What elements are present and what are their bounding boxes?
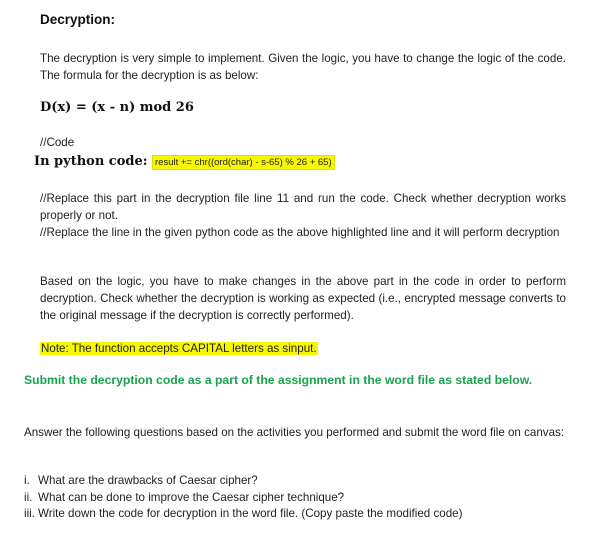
list-item [24,473,462,490]
list-item [24,506,462,523]
python-label: In python code: [34,154,148,169]
list-item-text: What are the drawbacks of Caesar cipher? [38,474,258,487]
code-comment: //Code [40,136,75,149]
list-item-number: i. [24,474,30,487]
list-item-number: ii. [24,490,33,504]
replace-note-2: //Replace the line in the given python code as the above highlighted line and it will perform decryption [40,226,560,239]
questions-list [24,473,462,523]
submit-instruction: Submit the decryption code as a part of the assignment in the word file as stated below. [24,373,533,387]
answer-intro: Answer the following questions based on the activities you performed and submit the word file on canvas: [24,426,565,439]
intro-paragraph: The decryption is very simple to implement. Given the logic, you have to change the logic of the code. The formula for the decryption is as below: [40,52,566,82]
list-item-number: iii. [24,507,35,520]
replace-note-1: //Replace this part in the decryption file line 11 and run the code. Check whether decryption works properly or not. [40,192,566,222]
section-heading: Decryption: [40,12,116,27]
highlighted-code: result += chr((ord(char) - s-65) % 26 + 65) [152,155,335,170]
list-item-text: What can be done to improve the Caesar cipher technique? [38,490,345,504]
decryption-formula: D(x) = (x - n) mod 26 [40,100,194,115]
python-code-line [34,152,335,170]
list-item-text: Write down the code for decryption in the word file. (Copy paste the modified code) [38,507,463,520]
logic-paragraph: Based on the logic, you have to make changes in the above part in the code in order to perform decryption. Check whether the decryption is working as expected (i.e., encrypted message converts to the original message if the decryption is correctly performed). [40,275,566,322]
highlighted-note: Note: The function accepts CAPITAL letters as sinput. [41,342,317,355]
list-item [24,490,462,507]
